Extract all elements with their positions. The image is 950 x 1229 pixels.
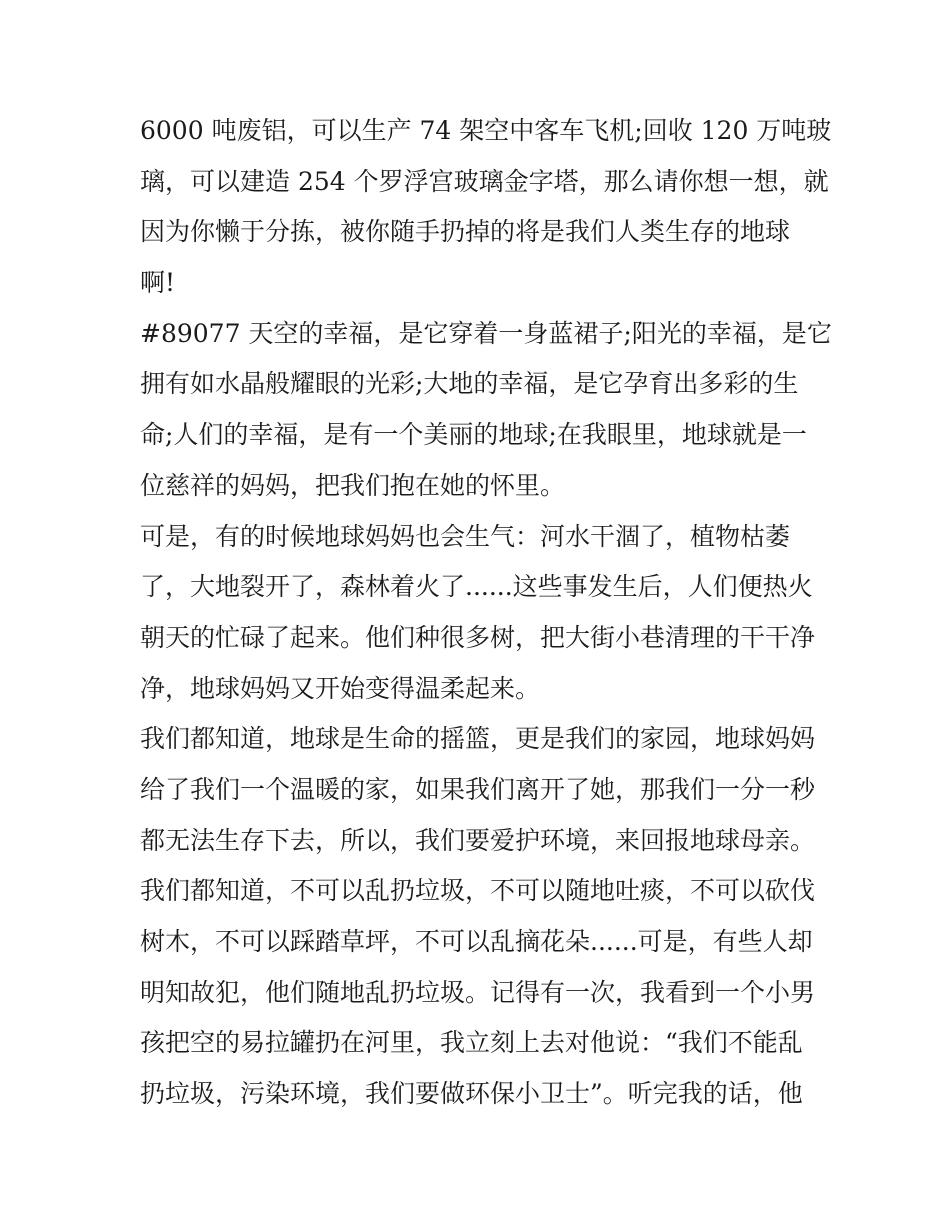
text-line: 命;人们的幸福，是有一个美丽的地球;在我眼里，地球就是一: [140, 420, 807, 450]
text-line: 位慈祥的妈妈，把我们抱在她的怀里。: [140, 470, 566, 500]
text-line: 拥有如水晶般耀眼的光彩;大地的幸福，是它孕育出多彩的生: [140, 369, 799, 399]
text-line: 啊!: [140, 268, 176, 298]
text-line: 都无法生存下去，所以，我们要爱护环境，来回报地球母亲。: [140, 825, 816, 855]
text-line: 可是，有的时候地球妈妈也会生气：河水干涸了，植物枯萎: [140, 521, 791, 551]
text-line: 因为你懒于分拣，被你随手扔掉的将是我们人类生存的地球: [140, 217, 791, 247]
text-line: 璃，可以建造 254 个罗浮宫玻璃金字塔，那么请你想一想，就: [140, 166, 829, 196]
text-line: 6000 吨废铝，可以生产 74 架空中客车飞机;回收 120 万吨玻: [140, 116, 832, 145]
text-line: 孩把空的易拉罐扔在河里，我立刻上去对他说：“我们不能乱: [140, 1028, 803, 1058]
text-line: 给了我们一个温暖的家，如果我们离开了她，那我们一分一秒: [140, 774, 816, 804]
text-line: #89077 天空的幸福，是它穿着一身蓝裙子;阳光的幸福，是它: [140, 318, 832, 348]
text-line: 了，大地裂开了，森林着火了......这些事发生后，人们便热火: [140, 572, 813, 602]
text-line: 我们都知道，不可以乱扔垃圾，不可以随地吐痰，不可以砍伐: [140, 876, 816, 906]
text-line: 明知故犯，他们随地乱扔垃圾。记得有一次，我看到一个小男: [140, 977, 816, 1007]
document-body: [140, 106, 832, 1120]
text-line: 净，地球妈妈又开始变得温柔起来。: [140, 673, 541, 703]
text-line: 扔垃圾，污染环境，我们要做环保小卫士”。听完我的话，他: [140, 1079, 803, 1109]
text-line: 我们都知道，地球是生命的摇篮，更是我们的家园，地球妈妈: [140, 724, 816, 754]
text-line: 朝天的忙碌了起来。他们种很多树，把大街小巷清理的干干净: [140, 622, 816, 652]
text-line: 树木，不可以踩踏草坪，不可以乱摘花朵......可是，有些人却: [140, 927, 813, 956]
